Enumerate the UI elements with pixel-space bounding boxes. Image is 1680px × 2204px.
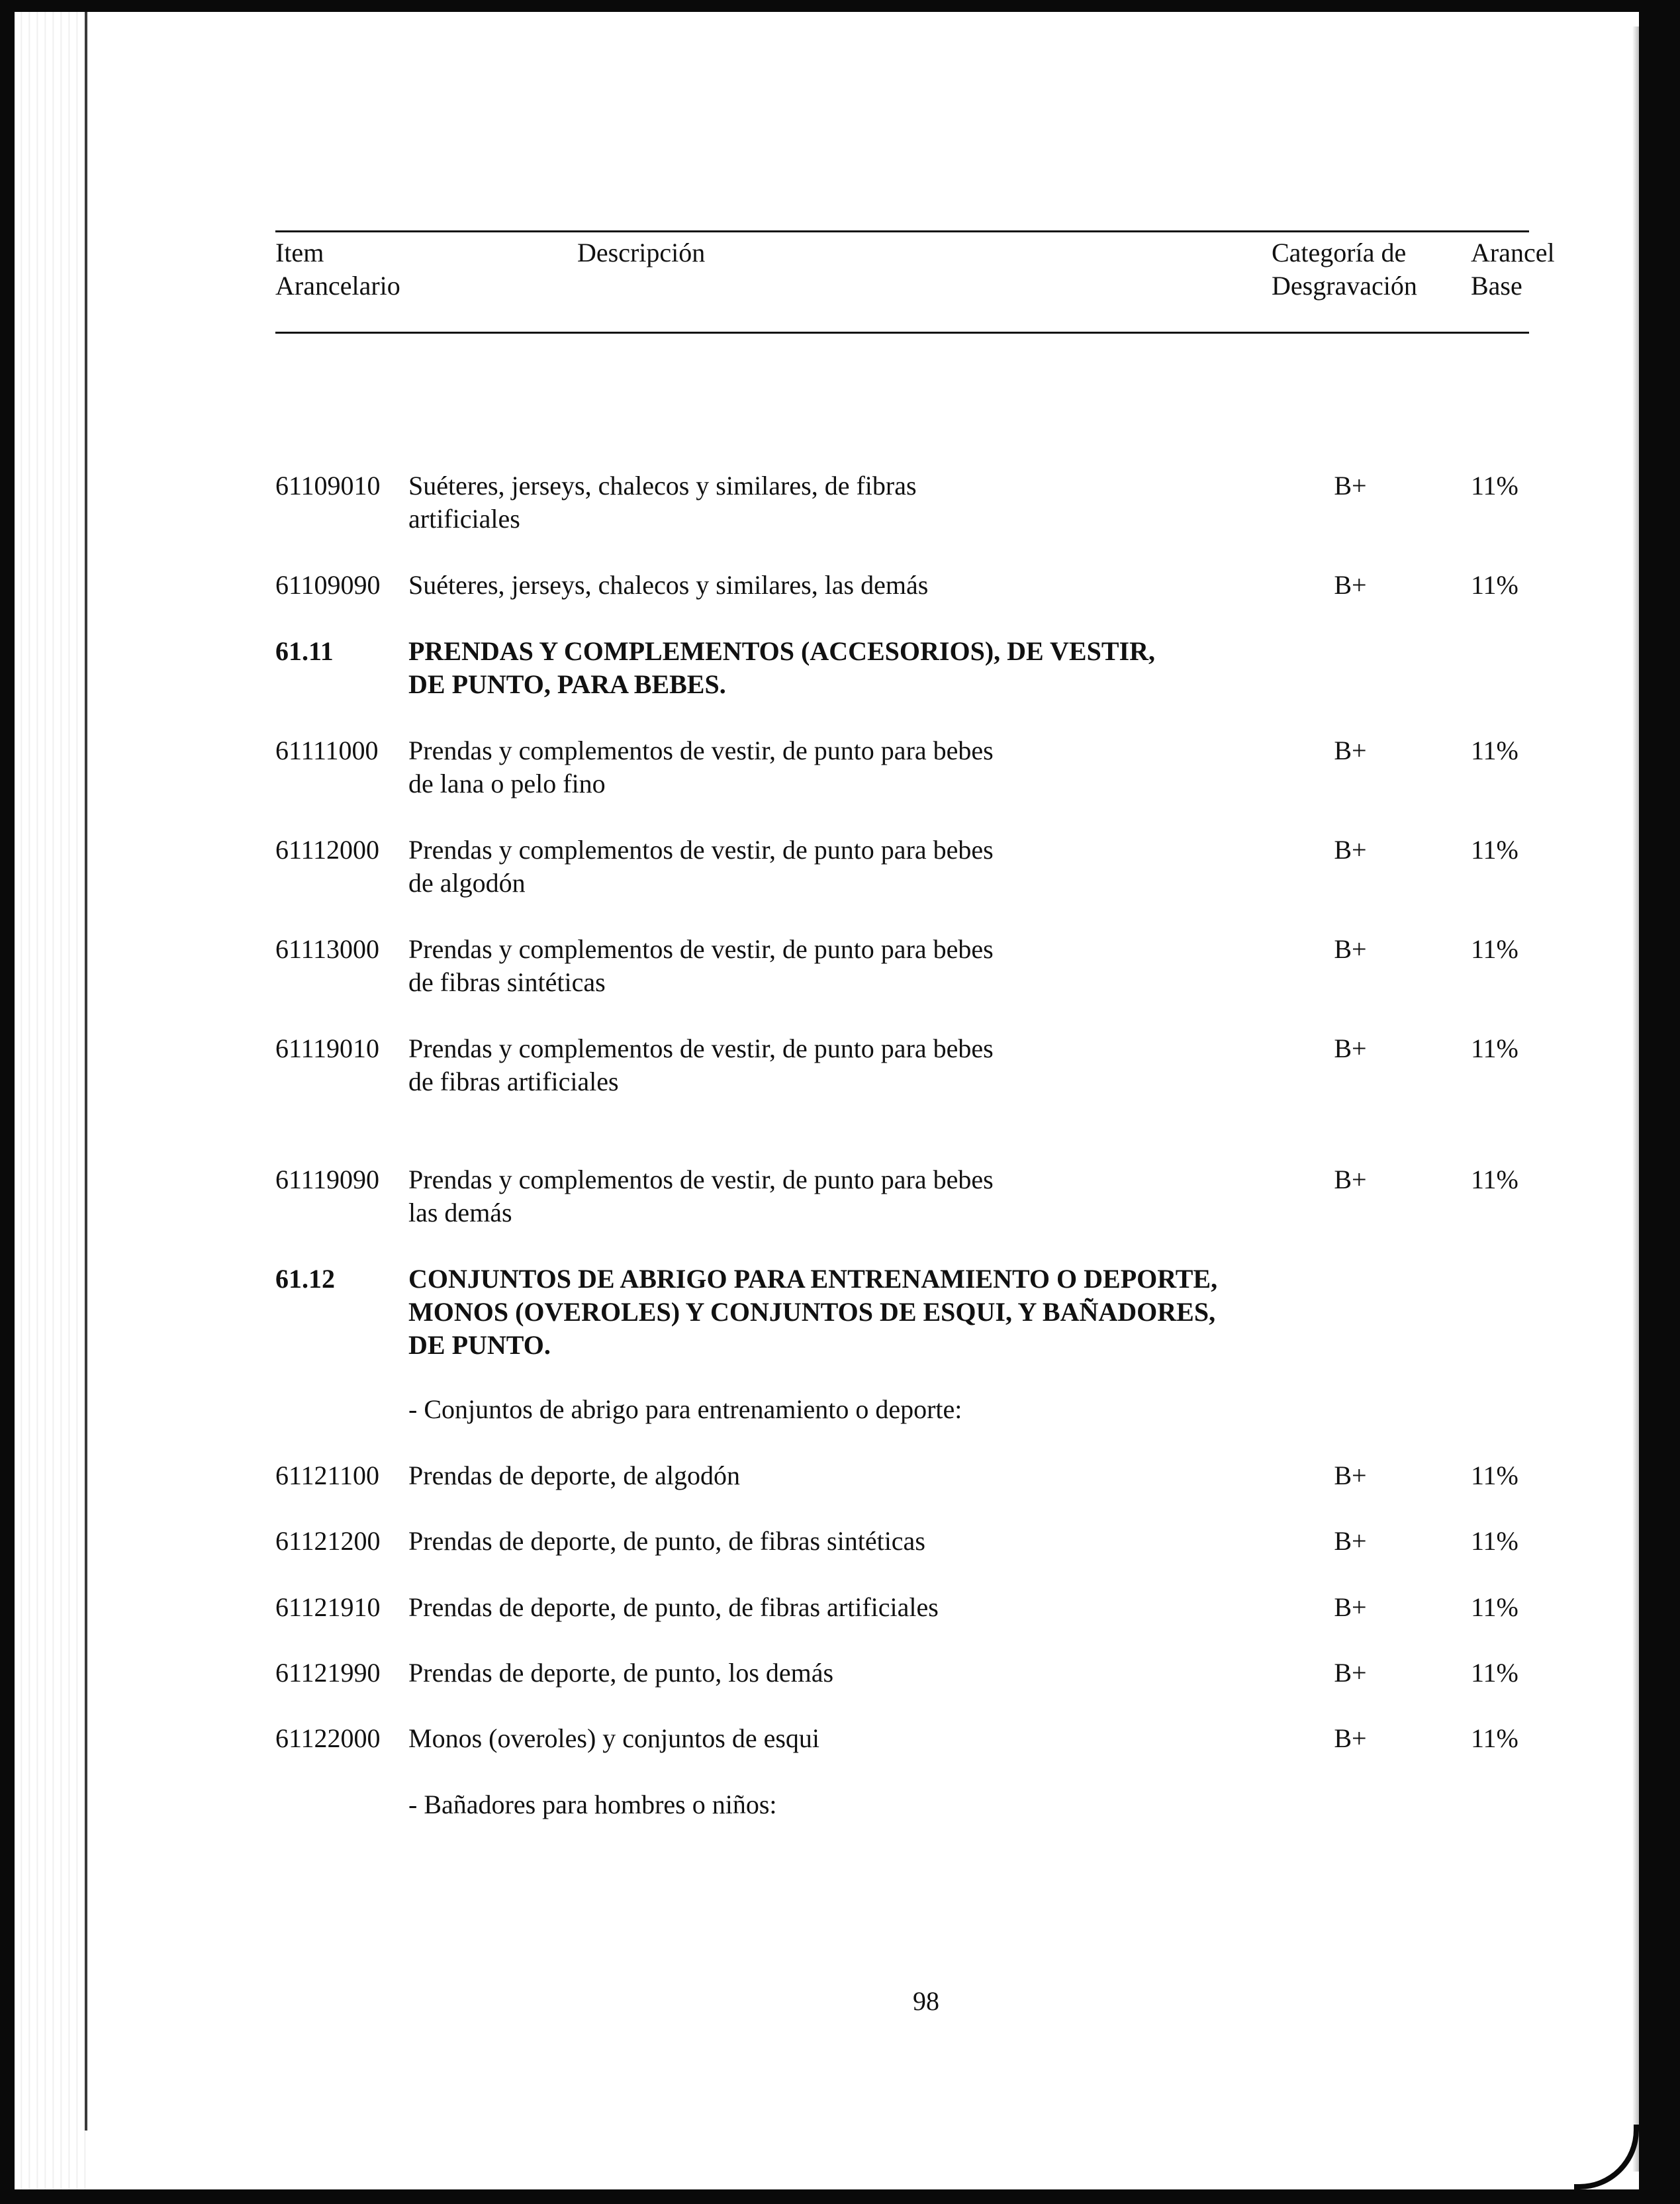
item-description xyxy=(408,1163,994,1229)
item-description: Monos (overoles) y conjuntos de esqui xyxy=(408,1723,820,1753)
base-tariff-value: 11% xyxy=(1471,1723,1518,1753)
header-category-line2: Desgravación xyxy=(1272,271,1417,301)
header-item-line1: Item xyxy=(275,238,324,267)
subheading-text: - Conjuntos de abrigo para entrenamiento o deporte: xyxy=(408,1394,962,1424)
category-value: B+ xyxy=(1334,1723,1367,1753)
category-value: B+ xyxy=(1334,1461,1367,1490)
category-value: B+ xyxy=(1334,1526,1367,1556)
heading-description xyxy=(408,1263,1217,1362)
page-number: 98 xyxy=(913,1986,939,2016)
category-value: B+ xyxy=(1334,570,1367,600)
item-description: Prendas de deporte, de punto, de fibras artificiales xyxy=(408,1592,939,1622)
category-value: B+ xyxy=(1334,736,1367,765)
description-line: Prendas y complementos de vestir, de punto para bebes xyxy=(408,736,994,765)
category-value: B+ xyxy=(1334,1165,1367,1194)
item-code: 61113000 xyxy=(275,934,380,964)
header-base-column xyxy=(1471,236,1555,303)
category-value: B+ xyxy=(1334,934,1367,964)
header-item-column xyxy=(275,236,400,303)
heading-line: CONJUNTOS DE ABRIGO PARA ENTRENAMIENTO O DEPORTE, xyxy=(408,1264,1218,1294)
item-description xyxy=(408,1032,994,1098)
subheading-text: - Bañadores para hombres o niños: xyxy=(408,1790,777,1819)
base-tariff-value: 11% xyxy=(1471,570,1518,600)
item-code: 61109010 xyxy=(275,471,381,501)
heading-line: DE PUNTO. xyxy=(408,1330,551,1360)
item-description: Prendas de deporte, de punto, los demás xyxy=(408,1658,834,1688)
header-item-line2: Arancelario xyxy=(275,271,400,301)
header-category-line1: Categoría de xyxy=(1272,238,1407,267)
item-code: 61121910 xyxy=(275,1592,381,1622)
description-line: Suéteres, jerseys, chalecos y similares, las demás xyxy=(408,570,929,600)
item-code: 61111000 xyxy=(275,736,379,765)
heading-code: 61.12 xyxy=(275,1264,335,1294)
description-line: artificiales xyxy=(408,504,520,534)
base-tariff-value: 11% xyxy=(1471,1592,1518,1622)
description-line: las demás xyxy=(408,1198,512,1227)
base-tariff-value: 11% xyxy=(1471,471,1518,501)
item-description xyxy=(408,834,994,900)
base-tariff-value: 11% xyxy=(1471,1033,1518,1063)
base-tariff-value: 11% xyxy=(1471,835,1518,865)
description-line: de lana o pelo fino xyxy=(408,769,606,798)
base-tariff-value: 11% xyxy=(1471,1658,1518,1688)
item-code: 61109090 xyxy=(275,570,381,600)
item-code: 61121990 xyxy=(275,1658,381,1688)
item-description xyxy=(408,569,928,602)
item-code: 61122000 xyxy=(275,1723,381,1753)
description-line: Prendas y complementos de vestir, de punto para bebes xyxy=(408,934,994,964)
heading-description xyxy=(408,635,1155,701)
description-line: Prendas y complementos de vestir, de punto para bebes xyxy=(408,1033,994,1063)
category-value: B+ xyxy=(1334,471,1367,501)
base-tariff-value: 11% xyxy=(1471,934,1518,964)
description-line: de fibras artificiales xyxy=(408,1067,619,1096)
item-description xyxy=(408,734,994,800)
item-description xyxy=(408,933,994,999)
heading-line: MONOS (OVEROLES) Y CONJUNTOS DE ESQUI, Y BAÑADORES, xyxy=(408,1297,1216,1327)
base-tariff-value: 11% xyxy=(1471,1461,1518,1490)
header-base-line1: Arancel xyxy=(1471,238,1555,267)
item-code: 61119090 xyxy=(275,1165,380,1194)
description-line: de fibras sintéticas xyxy=(408,967,606,997)
base-tariff-value: 11% xyxy=(1471,736,1518,765)
description-line: Prendas y complementos de vestir, de punto para bebes xyxy=(408,1165,994,1194)
item-code: 61121200 xyxy=(275,1526,381,1556)
header-description-column: Descripción xyxy=(577,238,706,267)
item-description: Prendas de deporte, de punto, de fibras sintéticas xyxy=(408,1526,925,1556)
category-value: B+ xyxy=(1334,1658,1367,1688)
header-bottom-rule xyxy=(275,332,1529,334)
base-tariff-value: 11% xyxy=(1471,1165,1518,1194)
description-line: Prendas y complementos de vestir, de punto para bebes xyxy=(408,835,994,865)
base-tariff-value: 11% xyxy=(1471,1526,1518,1556)
item-description xyxy=(408,469,917,536)
item-description: Prendas de deporte, de algodón xyxy=(408,1461,740,1490)
heading-code: 61.11 xyxy=(275,636,334,666)
header-top-rule xyxy=(275,230,1529,232)
category-value: B+ xyxy=(1334,1033,1367,1063)
description-line: de algodón xyxy=(408,868,526,898)
header-base-line2: Base xyxy=(1471,271,1522,301)
header-category-column xyxy=(1272,236,1417,303)
description-line: Suéteres, jerseys, chalecos y similares, de fibras xyxy=(408,471,917,501)
item-code: 61112000 xyxy=(275,835,380,865)
category-value: B+ xyxy=(1334,1592,1367,1622)
category-value: B+ xyxy=(1334,835,1367,865)
item-code: 61119010 xyxy=(275,1033,380,1063)
item-code: 61121100 xyxy=(275,1461,380,1490)
heading-line: DE PUNTO, PARA BEBES. xyxy=(408,669,726,699)
heading-line: PRENDAS Y COMPLEMENTOS (ACCESORIOS), DE VESTIR, xyxy=(408,636,1155,666)
